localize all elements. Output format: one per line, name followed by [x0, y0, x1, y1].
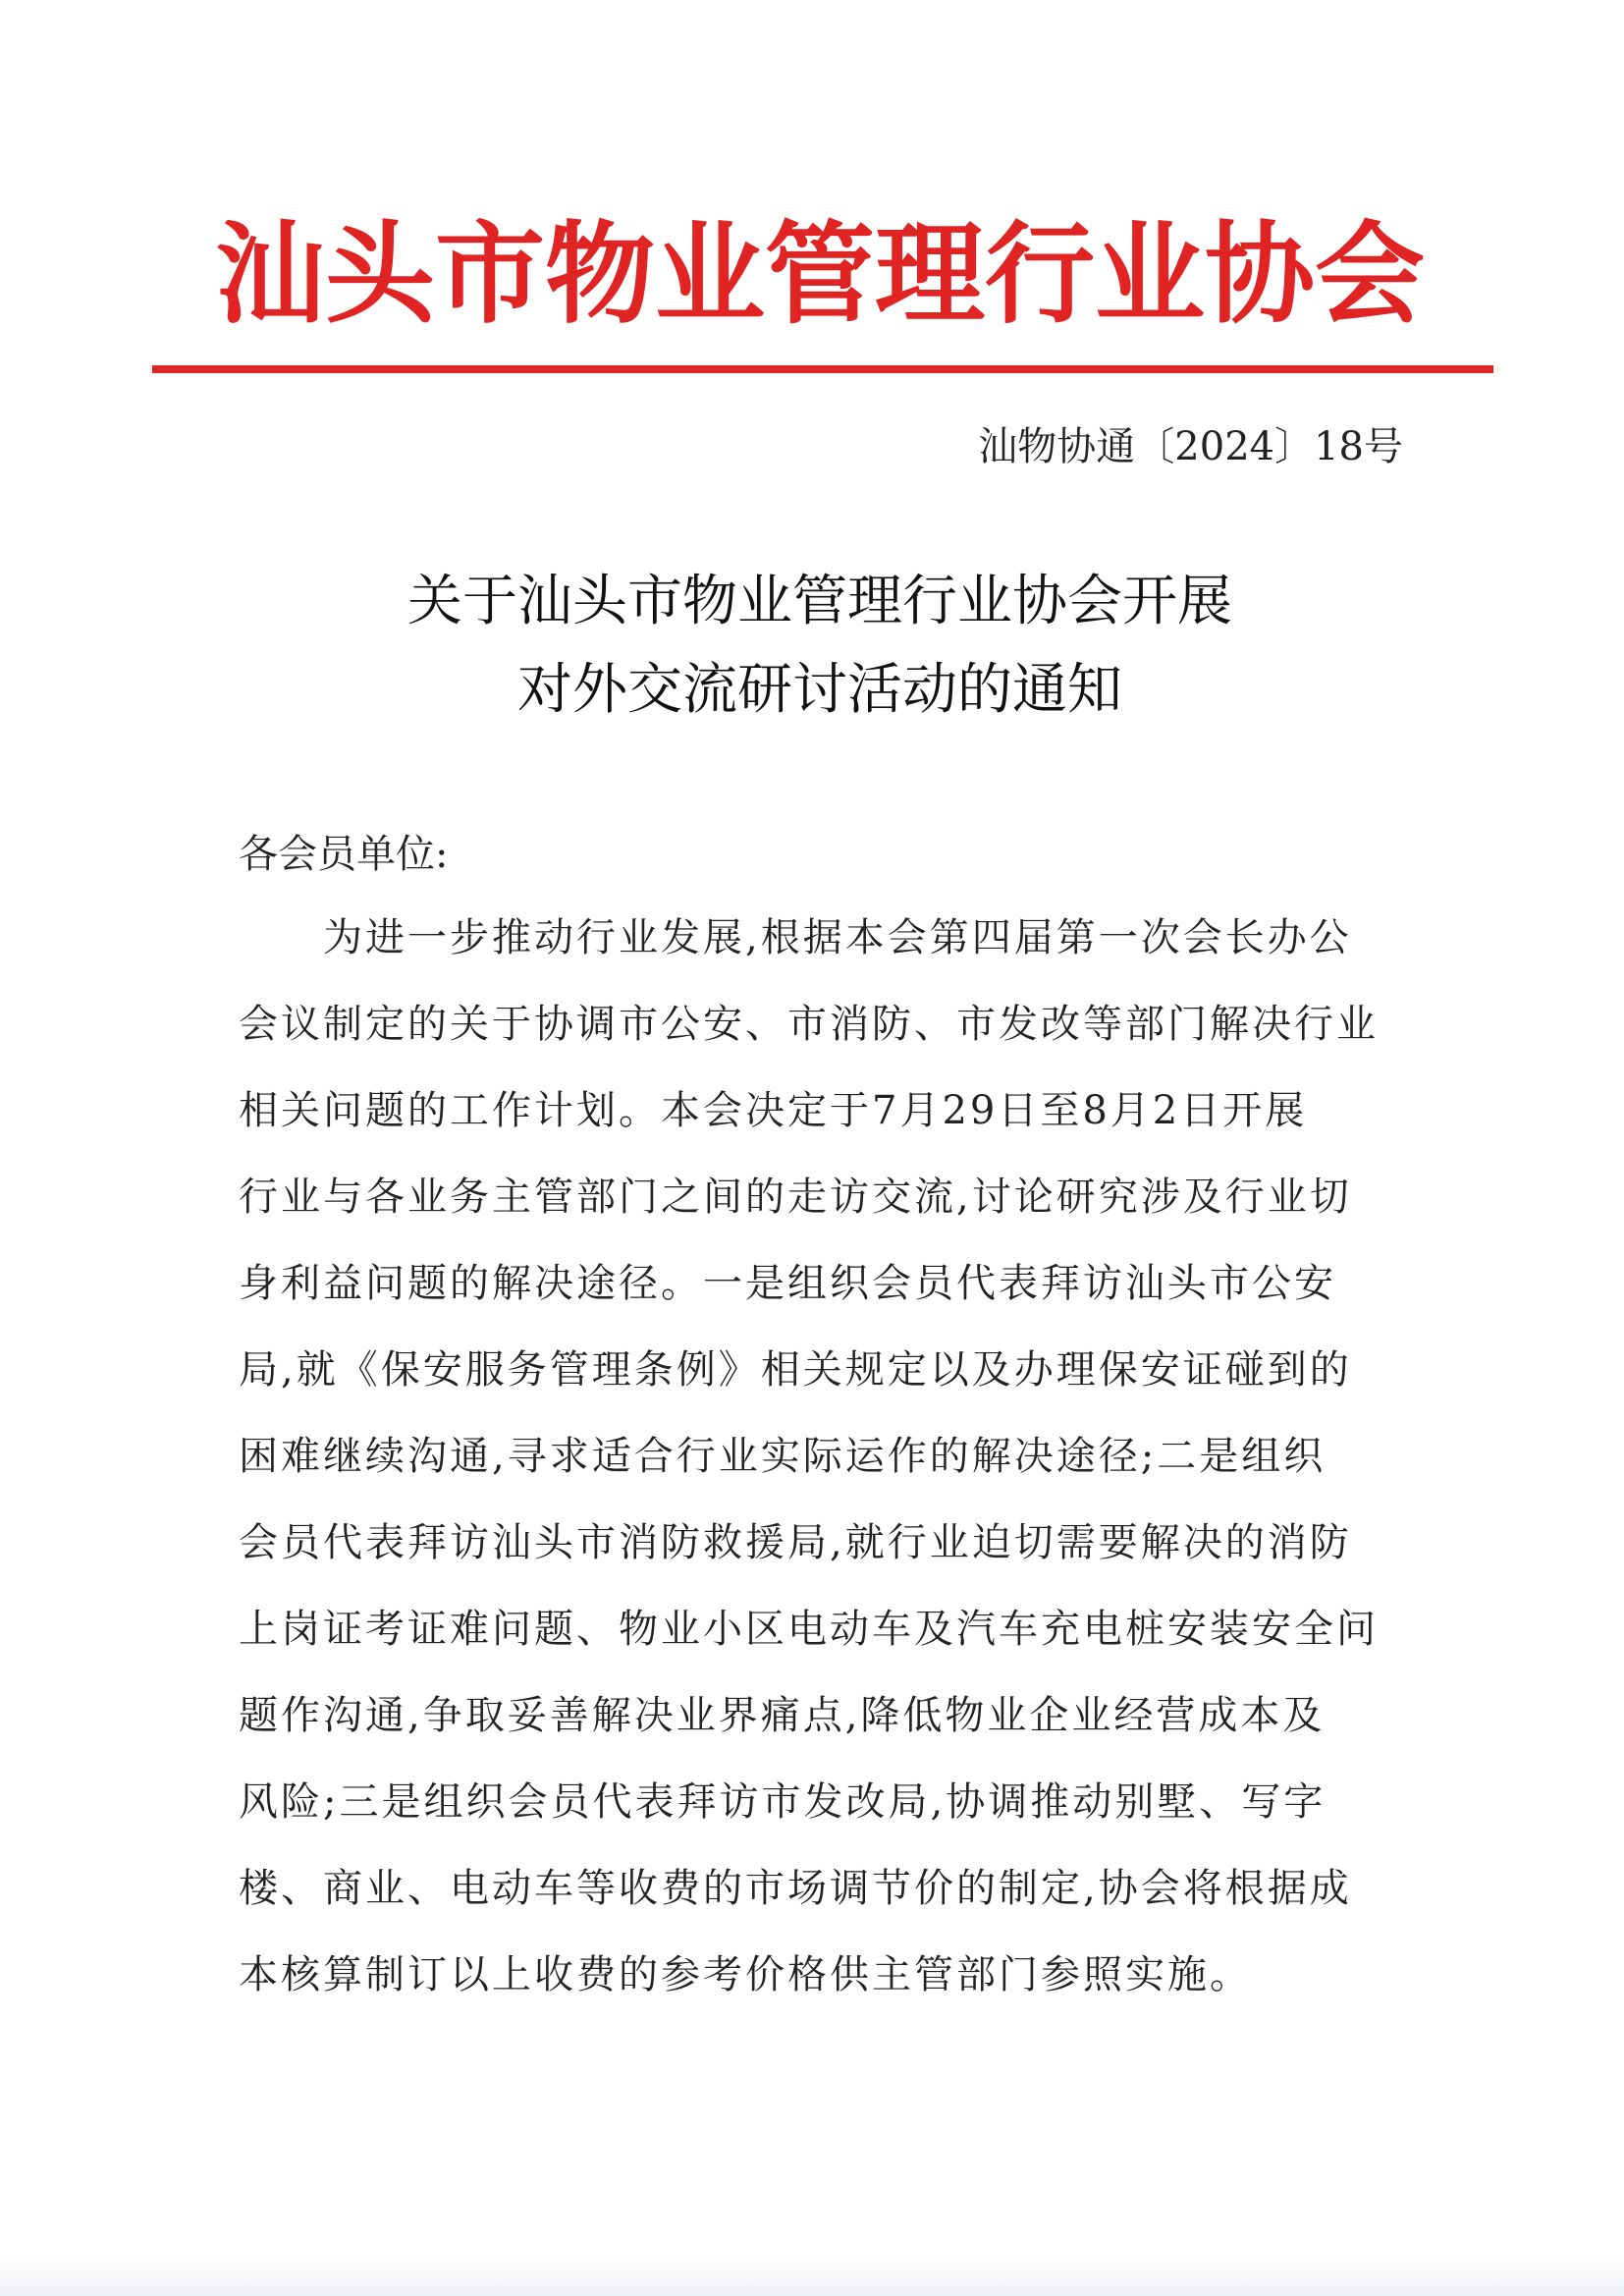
body-line: 本核算制订以上收费的参考价格供主管部门参照实施。 — [239, 1952, 1252, 1997]
body-line: 行业与各业务主管部门之间的走访交流,讨论研究涉及行业切 — [239, 1175, 1352, 1220]
body-line: 困难继续沟通,寻求适合行业实际运作的解决途径;二是组织 — [239, 1434, 1326, 1479]
notice-title-line-2: 对外交流研讨活动的通知 — [517, 658, 1122, 722]
body-line: 身利益问题的解决途径。一是组织会员代表拜访汕头市公安 — [239, 1261, 1336, 1306]
body-line: 风险;三是组织会员代表拜访市发改局,协调推动别墅、写字 — [239, 1779, 1326, 1825]
notice-title-line-1: 关于汕头市物业管理行业协会开展 — [407, 570, 1232, 633]
body-line: 题作沟通,争取妥善解决业界痛点,降低物业企业经营成本及 — [239, 1693, 1326, 1738]
body-line: 楼、商业、电动车等收费的市场调节价的制定,协会将根据成 — [239, 1866, 1352, 1911]
body-line: 局,就《保安服务管理条例》相关规定以及办理保安证碰到的 — [239, 1347, 1352, 1393]
letterhead-red-rule — [152, 365, 1493, 373]
body-line: 为进一步推动行业发展,根据本会第四届第一次会长办公 — [239, 915, 1352, 960]
letterhead-title: 汕头市物业管理行业协会 — [215, 210, 1425, 339]
salutation: 各会员单位: — [239, 832, 449, 877]
body-line: 会议制定的关于协调市公安、市消防、市发改等部门解决行业 — [239, 1002, 1379, 1047]
body-line: 上岗证考证难问题、物业小区电动车及汽车充电桩安装安全问 — [239, 1607, 1379, 1652]
scan-edge-shadow — [0, 2259, 1624, 2296]
document-number: 汕物协通〔2024〕18号 — [978, 424, 1403, 469]
body-line: 会员代表拜访汕头市消防救援局,就行业迫切需要解决的消防 — [239, 1520, 1352, 1565]
body-line: 相关问题的工作计划。本会决定于7月29日至8月2日开展 — [239, 1088, 1308, 1133]
